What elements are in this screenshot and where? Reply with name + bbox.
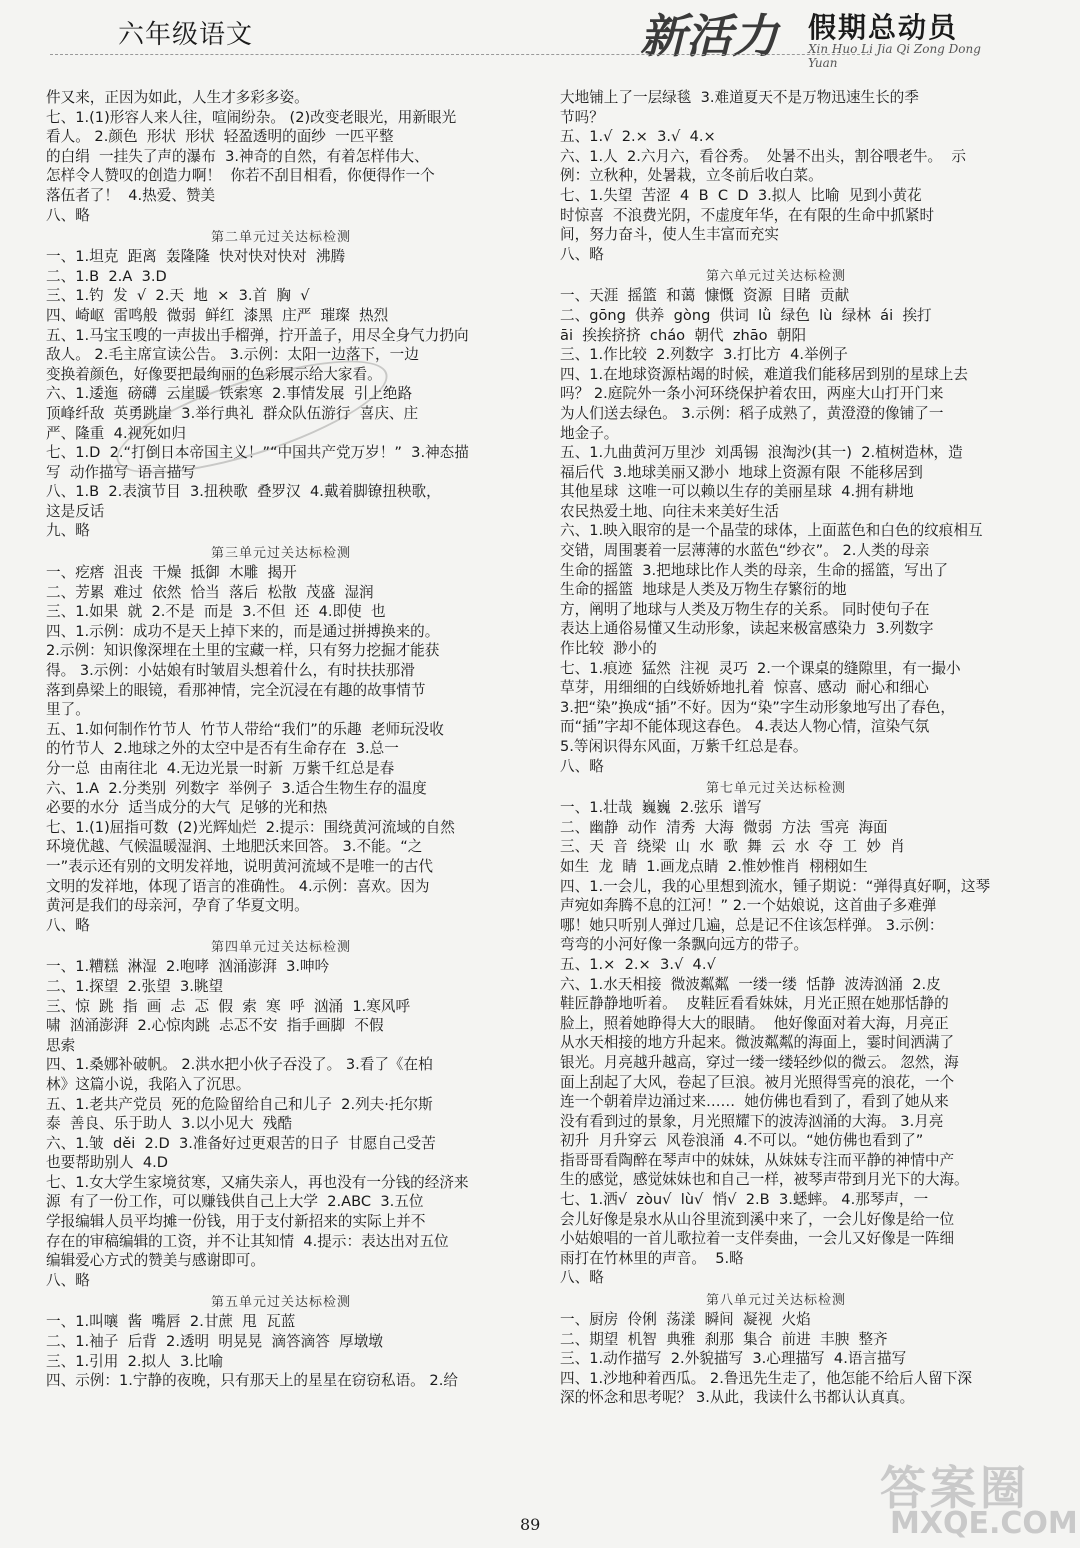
answer-line: 草芽，用细细的白线娇娇地扎着 惊喜、感动 耐心和细心 xyxy=(560,679,929,697)
answer-line: 例：立秋种，处暑栽，立冬前后收白菜。 xyxy=(560,167,823,185)
answer-line: 地金子。 xyxy=(560,424,619,442)
answer-line: 黄河是我们的母亲河，孕育了华夏文明。 xyxy=(46,897,309,915)
answer-line: 面上刮起了大风，卷起了巨浪。被月光照得雪亮的浪花，一个 xyxy=(560,1073,955,1091)
brand-logo-text: 新活力 xyxy=(640,9,778,63)
answer-line: 六、1.映入眼帘的是一个晶莹的球体，上面蓝色和白色的纹痕相互 xyxy=(560,522,983,540)
answer-line: 四、示例：1.宁静的夜晚，只有那天上的星星在窃窃私语。 2.给 xyxy=(46,1372,458,1390)
answer-line: 环境优越、气候温暖湿润、土地肥沃来回答。 3.不能。“之 xyxy=(46,838,423,856)
answer-line: 二、gōng 供养 gòng 供词 lǜ 绿色 lù 绿林 ái 挨打 xyxy=(560,306,932,324)
answer-line: 深的怀念和思考呢？ 3.从此，我读什么书都认认真真。 xyxy=(560,1389,915,1407)
answer-line: 三、1.动作描写 2.外貌描写 3.心理描写 4.语言描写 xyxy=(560,1350,907,1368)
site-watermark xyxy=(880,1452,1078,1544)
answer-line: 一、1.叫嚷 酱 嘴唇 2.甘蔗 甩 瓦蓝 xyxy=(46,1313,296,1331)
answer-line: 表达上通俗易懂又生动形象，读起来极富感染力 3.列数字 xyxy=(560,620,934,638)
answer-line: 其他星球 这唯一可以赖以生存的美丽星球 4.拥有耕地 xyxy=(560,483,914,501)
answer-line: 顶峰纤敌 英勇跳崖 3.举行典礼 群众队伍游行 喜庆、庄 xyxy=(46,404,419,422)
answer-line: 文明的发祥地，体现了语言的准确性。 4.示例：喜欢。因为 xyxy=(46,877,430,895)
answer-line: 二、1.B 2.A 3.D xyxy=(46,267,167,285)
answer-line: 七、1.D 2.“打倒日本帝国主义！”“中国共产党万岁！” 3.神态描 xyxy=(46,444,469,462)
answer-line: 初升 月升穿云 风卷浪涌 4.不可以。“她仿佛也看到了” xyxy=(560,1132,924,1150)
answer-line: 四、1.一会儿，我的心里想到流水，锺子期说：“弹得真好啊，这琴 xyxy=(560,877,991,895)
answer-line: 变换着颜色，好像要把最绚丽的色彩展示给大家看。 xyxy=(46,365,382,383)
answer-line: 生的感觉，感觉妹妹也和自己一样，被琴声带到月光下的大海。 xyxy=(560,1171,969,1189)
answer-line: 四、1.在地球资源枯竭的时候，难道我们能移居到别的星球上去 xyxy=(560,365,968,383)
answer-line: 福后代 3.地球美丽又渺小 地球上资源有限 不能移居到 xyxy=(560,463,923,481)
answer-line: 声宛如奔腾不息的江河！” 2.一个姑娘说，这首曲子多难弹 xyxy=(560,897,937,915)
answer-line: 落伍者了！ 4.热爱、赞美 xyxy=(46,186,216,204)
answer-line: 四、1.示例：成功不是天上掉下来的，而是通过拼搏换来的。 xyxy=(46,622,440,640)
answer-line: 一、1.坦克 距离 轰隆隆 快对快对快对 沸腾 xyxy=(46,248,346,266)
answer-line: 三、天 音 绕梁 山 水 歌 舞 云 水 夺 工 妙 肖 xyxy=(560,838,905,856)
answer-line: 一、天涯 摇篮 和蔼 慷慨 资源 目睹 贡献 xyxy=(560,287,850,305)
answer-line: 四、1.桑娜补破帆。 2.洪水把小伙子吞没了。 3.看了《在柏 xyxy=(46,1056,433,1074)
answer-line: 七、1.(1)形容人来人往，喧闹纷杂。 (2)改变老眼光，用新眼光 xyxy=(46,108,457,126)
answer-line: 三、1.钓 发 √ 2.天 地 × 3.首 胸 √ xyxy=(46,287,310,305)
answer-line: 敌人。 2.毛主席宣读公告。 3.示例：太阳一边落下，一边 xyxy=(46,346,419,364)
answer-line: 指哥哥看陶醉在琴声中的妹妹，从妹妹专注而平静的神情中产 xyxy=(560,1151,955,1169)
answer-line: 落到鼻梁上的眼镜，看那神情，完全沉浸在有趣的故事情节 xyxy=(46,681,426,699)
answer-line: 七、1.洒√ zòu√ lù√ 悄√ 2.B 3.蟋蟀。 4.那琴声，一 xyxy=(560,1191,929,1209)
answer-line: 没有看到过的景象，月光照耀下的波涛汹涌的大海。 3.月亮 xyxy=(560,1112,944,1130)
answer-line: 银光。月亮越升越高，穿过一缕一缕轻纱似的微云。 忽然，海 xyxy=(560,1053,959,1071)
answer-line: 分一总 由南往北 4.无边光景一时新 万紫千红总是春 xyxy=(46,760,395,777)
answer-line: 一、1.壮哉 巍巍 2.弦乐 谱写 xyxy=(560,799,762,817)
answer-line: 八、1.B 2.表演节目 3.扭秧歌 叠罗汉 4.戴着脚镣扭秧歌， xyxy=(46,483,441,501)
answer-line: 五、1.× 2.× 3.√ 4.√ xyxy=(560,955,716,973)
page-number: 89 xyxy=(520,1515,541,1534)
brand-logo xyxy=(640,0,1000,70)
answer-line: 九、略 xyxy=(46,522,90,540)
answer-line: 2.示例：知识像深埋在土里的宝藏一样，只有努力挖掘才能获 xyxy=(46,642,440,660)
answer-column-right xyxy=(560,88,992,1408)
answer-line: 生命的摇篮 地球是人类及万物生存繁衍的地 xyxy=(560,581,847,599)
answer-line: 生命的摇篮 3.把地球比作人类的母亲，生命的摇篮，写出了 xyxy=(560,561,949,579)
answer-line: 如生 龙 睛 1.画龙点睛 2.惟妙惟肖 栩栩如生 xyxy=(560,857,868,875)
answer-line: 大地铺上了一层绿毯 3.难道夏天不是万物迅速生长的季 xyxy=(560,89,919,106)
answer-line: 二、1.探望 2.张望 3.眺望 xyxy=(46,977,224,995)
answer-line: 的竹节人 2.地球之外的太空中是否有生命存在 3.总一 xyxy=(46,740,399,758)
answer-line: 3.把“染”换成“插”不好。因为“染”字生动形象地写出了春色， xyxy=(560,698,955,716)
answer-line: 一、疙瘩 沮丧 干燥 抵御 木雕 揭开 xyxy=(46,564,297,582)
answer-line: 雨打在竹林里的声音。 5.略 xyxy=(560,1249,744,1267)
answer-line: āi 挨挨挤挤 cháo 朝代 zhāo 朝阳 xyxy=(560,326,807,344)
answer-line: 四、1.沙地种着西瓜。 2.鲁迅先生走了，他怎能不给后人留下深 xyxy=(560,1369,972,1387)
answer-line: 八、略 xyxy=(46,916,90,934)
answer-line: 作比较 渺小的 xyxy=(560,640,657,658)
answer-line: 怎样令人赞叹的创造力啊！ 你若不刮目相看，你便得作一个 xyxy=(46,167,435,185)
answer-line: 七、1.女大学生家境贫寒，又痛失亲人，再也没有一分钱的经济来 xyxy=(46,1173,469,1191)
answer-line: 六、1.皱 děi 2.D 3.准备好过更艰苦的日子 甘愿自己受苦 xyxy=(46,1134,436,1152)
answer-line: 七、1.痕迹 猛然 注视 灵巧 2.一个课桌的缝隙里，有一撮小 xyxy=(560,659,961,677)
answer-line: 节吗？ xyxy=(560,108,604,126)
section-heading: 第五单元过关达标检测 xyxy=(210,1295,351,1311)
answer-line: 存在的审稿编辑的工资，并不让其知情 4.提示：表达出对五位 xyxy=(46,1232,449,1250)
answer-line: 五、1.九曲黄河万里沙 刘禹锡 浪淘沙(其一) 2.植树造林，造 xyxy=(560,444,963,462)
brand-pinyin: Xin Huo Li Jia Qi Zong Dong Yuan xyxy=(808,42,981,70)
answer-column-left xyxy=(46,88,516,1391)
answer-line: 农民热爱土地、向往未来美好生活 xyxy=(560,502,779,520)
grade-subject-title: 六年级语文 xyxy=(118,20,254,50)
answer-line: 脸上，照着她睁得大大的眼睛。 他好像面对着大海，月亮正 xyxy=(560,1014,949,1032)
answer-line: 三、1.作比较 2.列数字 3.打比方 4.举例子 xyxy=(560,346,848,364)
answer-line: 哪！她只听别人弹过几遍，总是记不住该怎样弹。 3.示例： xyxy=(560,916,944,934)
section-heading: 第六单元过关达标检测 xyxy=(705,269,846,285)
answer-line: 时惊喜 不浪费光阴，不虚度年华，在有限的生命中抓紧时 xyxy=(560,206,935,224)
answer-line: 的白绢 一挂失了声的瀑布 3.神奇的自然，有着怎样伟大、 xyxy=(46,147,429,165)
answer-line: 弯弯的小河好像一条飘向远方的带子。 xyxy=(560,936,809,954)
answer-line: 六、1.逶迤 磅礴 云崖暖 铁索寒 2.事情发展 引上绝路 xyxy=(46,385,413,403)
answer-line: 六、1.水天相接 微波粼粼 一缕一缕 恬静 波涛汹涌 2.皮 xyxy=(560,975,941,993)
answer-line: 五、1.马宝玉嗖的一声拔出手榴弹，拧开盖子，用尽全身气力扔向 xyxy=(46,326,469,344)
answer-line: 得。 3.示例：小姑娘有时皱眉头想着什么，有时扶扶那滑 xyxy=(46,662,415,680)
answer-line: 二、期望 机智 典雅 刹那 集合 前进 丰腴 整齐 xyxy=(560,1330,888,1348)
section-heading: 第四单元过关达标检测 xyxy=(210,940,351,956)
answer-line: 八、略 xyxy=(560,245,604,263)
answer-line: 七、1.(1)屈指可数 (2)光辉灿烂 2.提示：围绕黄河流域的自然 xyxy=(46,818,455,836)
answer-line: 这是反话 xyxy=(46,502,105,520)
header-divider xyxy=(50,54,870,55)
answer-line: 从水天相接的地方升起来。微波粼粼的海面上，霎时间洒满了 xyxy=(560,1034,955,1052)
answer-line: 二、1.袖子 后背 2.透明 明晃晃 滴答滴答 厚墩墩 xyxy=(46,1333,383,1351)
answer-line: 林》这篇小说，我陷入了沉思。 xyxy=(46,1075,251,1093)
answer-line: 二、幽静 动作 清秀 大海 微弱 方法 雪亮 海面 xyxy=(560,818,888,836)
answer-line: 交错，周围裹着一层薄薄的水蓝色“纱衣”。 2.人类的母亲 xyxy=(560,542,930,560)
answer-line: 源 有了一份工作，可以赚钱供自己上大学 2.ABC 3.五位 xyxy=(46,1193,424,1211)
answer-line: 啸 汹涌澎湃 2.心惊肉跳 忐忑不安 指手画脚 不假 xyxy=(46,1017,384,1035)
answer-line: 八、略 xyxy=(560,757,604,775)
answer-line: 一、厨房 伶俐 荡漾 瞬间 凝视 火焰 xyxy=(560,1311,811,1329)
answer-line: 学报编辑人员平均摊一份钱，用于支付新招来的实际上并不 xyxy=(46,1213,426,1231)
answer-line: 为人们送去绿色。 3.示例：稻子成熟了，黄澄澄的像铺了一 xyxy=(560,404,944,422)
answer-line: 六、1.A 2.分类别 列数字 举例子 3.适合生物生存的温度 xyxy=(46,779,427,797)
answer-line: 会儿好像是泉水从山谷里流到溪中来了，一会儿好像是给一位 xyxy=(560,1210,955,1228)
watermark-logo-text: 答案圈 xyxy=(880,1461,1030,1515)
answer-line: 连一个朝着岸边涌过来…… 她仿佛也看到了，看到了她从来 xyxy=(560,1093,949,1111)
brand-title: 假期总动员 xyxy=(808,11,959,44)
answer-line: 写 动作描写 语言描写 xyxy=(46,463,196,481)
answer-line: 也要帮助别人 4.D xyxy=(46,1154,169,1172)
answer-line: 间，努力奋斗，使人生丰富而充实 xyxy=(560,226,779,244)
answer-line: 八、略 xyxy=(560,1269,604,1287)
answer-line: 五、1.√ 2.× 3.√ 4.× xyxy=(560,128,716,146)
answer-line: 严、隆重 4.视死如归 xyxy=(46,424,186,442)
page-header xyxy=(0,0,1080,70)
answer-line: 泰 善良、乐于助人 3.以小见大 残酷 xyxy=(46,1115,293,1133)
answer-line: 看人。 2.颜色 形状 形状 轻盈透明的面纱 一匹平整 xyxy=(46,128,394,146)
answer-line: 八、略 xyxy=(46,206,90,224)
answer-line: 里了。 xyxy=(46,701,90,719)
answer-line: 5.等闲识得东风面，万紫千红总是春。 xyxy=(560,738,808,755)
answer-line: 七、1.失望 苦涩 4 B C D 3.拟人 比喻 见到小黄花 xyxy=(560,186,922,204)
answer-line: 一”表示还有别的文明发祥地，说明黄河流域不是唯一的古代 xyxy=(46,857,434,875)
answer-line: 三、1.引用 2.拟人 3.比喻 xyxy=(46,1352,224,1370)
answer-line: 思索 xyxy=(46,1036,76,1054)
answer-line: 四、崎岖 雷鸣般 微弱 鲜红 漆黑 庄严 璀璨 热烈 xyxy=(46,306,389,324)
answer-line: 六、1.人 2.六月六，看谷秀。 处暑不出头，割谷喂老牛。 示 xyxy=(560,147,966,165)
section-heading: 第七单元过关达标检测 xyxy=(705,781,846,797)
answer-line: 一、1.糟糕 淋湿 2.咆哮 汹涌澎湃 3.呻吟 xyxy=(46,958,330,976)
answer-line: 三、惊 跳 指 画 忐 忑 假 索 寒 呼 汹涌 1.寒风呼 xyxy=(46,997,411,1015)
answer-line: 五、1.老共产党员 死的危险留给自己和儿子 2.列夫·托尔斯 xyxy=(46,1095,433,1113)
answer-line: 方，阐明了地球与人类及万物生存的关系。 同时使句子在 xyxy=(560,600,930,618)
answer-line: 八、略 xyxy=(46,1271,90,1289)
answer-line: 必要的水分 适当成分的大气 足够的光和热 xyxy=(46,799,328,817)
answer-line: 二、芳累 难过 依然 恰当 落后 松散 茂盛 湿润 xyxy=(46,583,374,601)
answer-line: 鞋匠静静地听着。 皮鞋匠看看妹妹，月光正照在她那恬静的 xyxy=(560,995,949,1013)
answer-line: 小姑娘唱的一首儿歌拉着一支伴奏曲，一会儿又好像是一阵细 xyxy=(560,1230,955,1248)
answer-line: 而“插”字却不能体现这春色。 4.表达人物心情，渲染气氛 xyxy=(560,718,930,736)
section-heading: 第三单元过关达标检测 xyxy=(210,546,351,562)
section-heading: 第八单元过关达标检测 xyxy=(705,1293,846,1309)
answer-line: 三、1.如果 就 2.不是 而是 3.不但 还 4.即使 也 xyxy=(46,603,386,621)
section-heading: 第二单元过关达标检测 xyxy=(210,230,351,246)
answer-line: 吗？ 2.庭院外一条小河环绕保护着农田，两座大山打开门来 xyxy=(560,385,944,403)
watermark-domain: MXQE.COM xyxy=(890,1506,1078,1541)
answer-line: 件又来，正因为如此，人生才多彩多姿。 xyxy=(46,89,309,106)
answer-line: 编辑爱心方式的赞美与感谢即可。 xyxy=(46,1252,265,1270)
answer-line: 五、1.如何制作竹节人 竹节人带给“我们”的乐趣 老师玩没收 xyxy=(46,720,444,738)
